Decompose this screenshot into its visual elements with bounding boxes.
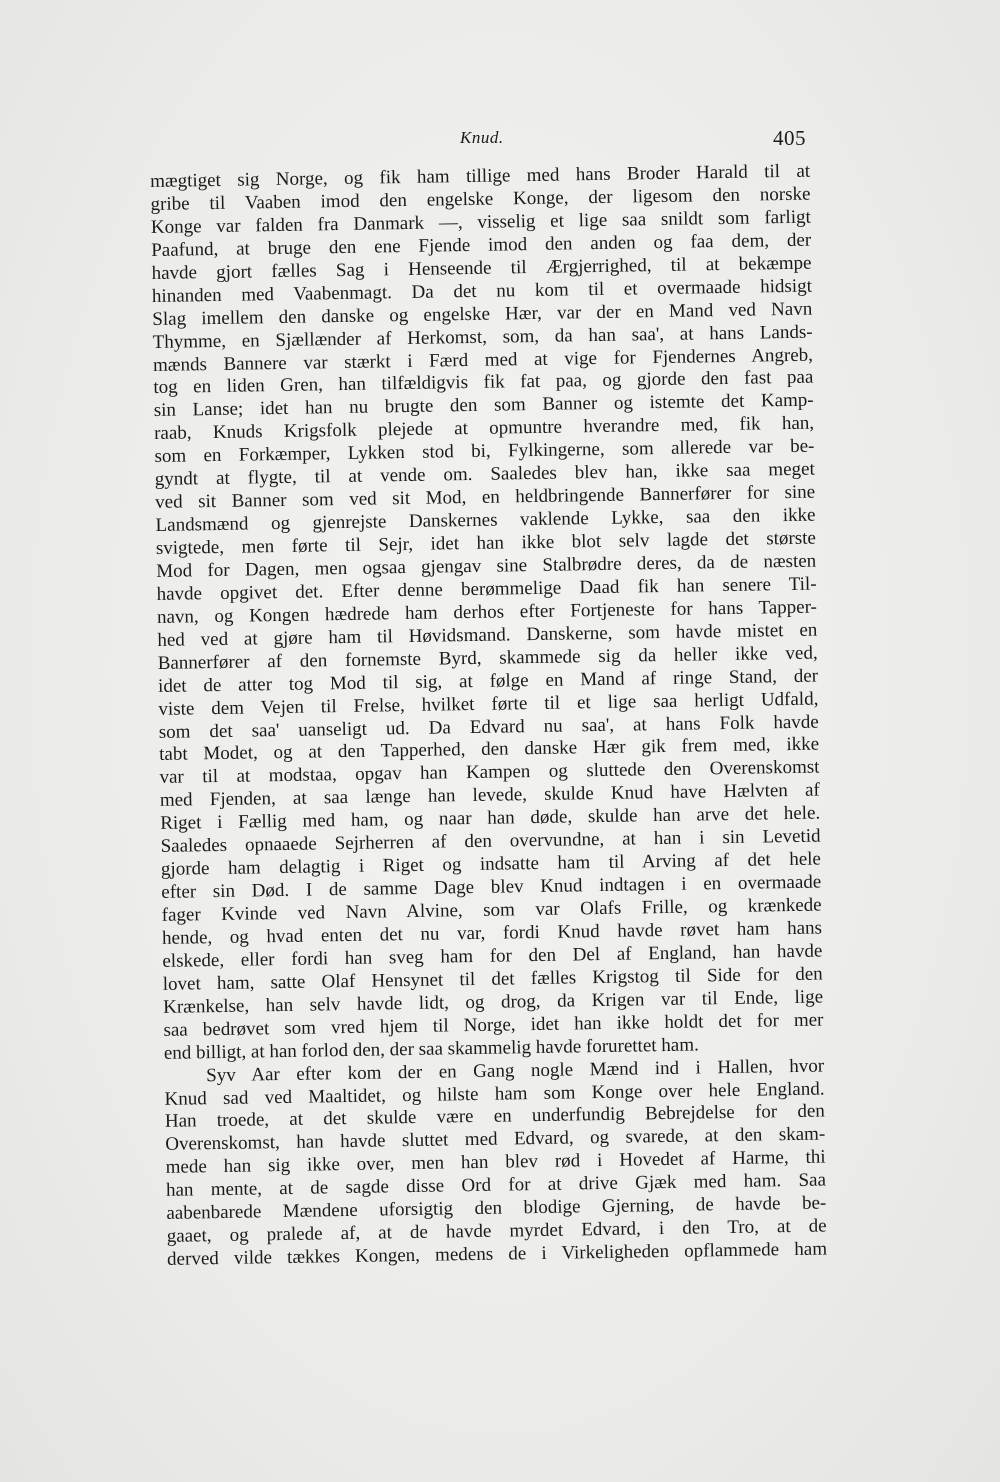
text-line: med Fjenden, at saa længe han levede, skulde Knud have Hælvten af (159, 779, 820, 812)
text-line: mænds Bannere var stærkt i Færd med at vige for Fjendernes Angreb, (152, 344, 814, 376)
text-line: som en Forkæmper, Lykken stod bi, Fylkingerne, som allerede var be- (154, 435, 815, 468)
text-line: svigtede, men førte til Sejr, idet han ikke blot selv lagde det største (155, 527, 817, 559)
text-line: som det saa' uanseligt ud. Da Edvard nu saa', at hans Folk havde (158, 711, 819, 743)
text-line: mægtiget sig Norge, og fik ham tillige med hans Broder Harald til at (150, 160, 811, 192)
text-line: viste dem Vejen til Frelse, hvilket førte til et lige saa herligt Udfald, (158, 688, 819, 720)
text-line: han mente, at de sagde disse Ord for at drive Gjæk med ham. Saa (165, 1169, 827, 1202)
text-line: Saaledes opnaaede Sejrherren af den overvundne, at han i sin Levetid (160, 825, 821, 858)
running-header (150, 126, 810, 156)
text-line: hende, og hvad enten det nu var, fordi Knud havde røvet ham hans (161, 917, 823, 949)
text-line: end billigt, at han forlod den, der saa skammelig havde forurettet ham. (163, 1034, 699, 1064)
text-line: gjorde ham delagtig i Riget og indsatte ham til Arving af det hele (160, 848, 822, 881)
text-line: havde gjort fælles Sag i Henseende til Ærgjerrighed, til at bekæmpe (151, 252, 812, 284)
text-line: Syv Aar efter kom der en Gang nogle Mænd ind i Hallen, hvor (206, 1055, 825, 1086)
text-line: tog en liden Gren, han tilfældigvis fik fat paa, og gjorde den fast paa (153, 367, 814, 399)
text-line: Thymme, en Sjællænder af Herkomst, som, da han saa', at hans Lands- (152, 321, 813, 353)
text-line: tabt Modet, og at den Tapperhed, den danske Hær gik frem med, ikke (159, 733, 820, 766)
text-line: havde opgivet det. Efter denne berømmelige Daad fik han senere Til- (156, 573, 817, 605)
text-line: Slag imellem den danske og engelske Hær, var der en Mand ved Navn (152, 298, 813, 330)
text-line: hinanden med Vaabenmagt. Da det nu kom til et overmaade hidsigt (151, 275, 813, 307)
text-line: Krænkelse, han selv havde lidt, og drog, da Krigen var til Ende, lige (162, 986, 824, 1018)
body-text (150, 161, 827, 1272)
text-line: var til at modstaa, opgav han Kampen og sluttede den Overenskomst (159, 756, 820, 789)
text-line: elskede, eller fordi han sveg ham for den Del af England, han havde (162, 940, 823, 972)
page-number: 405 (773, 126, 806, 150)
text-line: idet de atter tog Mod til sig, at følge en Mand af ringe Stand, der (157, 665, 819, 697)
running-title: Knud. (460, 128, 504, 147)
text-line: ved sit Banner som ved sit Mod, en heldbringende Bannerfører for sine (155, 481, 816, 514)
text-line: saa bedrøvet som vred hjem til Norge, idet han ikke holdt det for mer (163, 1009, 824, 1041)
text-line: gribe til Vaaben imod den engelske Konge, der ligesom den norske (150, 183, 811, 215)
text-line: sin Lanse; idet han nu brugte den som Banner og istemte det Kamp- (153, 389, 814, 422)
text-line: Paafund, at bruge den ene Fjende imod den anden og faa dem, der (151, 229, 812, 261)
text-line: Bannerfører af den fornemste Byrd, skammede sig da heller ikke ved, (157, 642, 818, 674)
text-line: Landsmænd og gjenrejste Danskernes vaklende Lykke, saa den ikke (155, 504, 816, 537)
text-line: Han troede, at det skulde være en underfundig Bebrejdelse for den (164, 1100, 826, 1133)
text-line: Riget i Fællig med ham, og naar han døde, skulde han arve det hele. (160, 802, 821, 835)
text-line: Overenskomst, han havde sluttet med Edvard, og svarede, at den skam- (165, 1123, 826, 1156)
text-line: raab, Knuds Krigsfolk plejede at opmuntre hverandre med, fik han, (153, 412, 815, 445)
text-line: navn, og Kongen hædrede ham derhos efter Fortjeneste for hans Tapper- (156, 596, 818, 628)
text-line: Mod for Dagen, men ogsaa gjengav sine Stalbrødre deres, da de næsten (156, 550, 817, 582)
text-line: efter sin Død. I de samme Dage blev Knud indtagen i en overmaade (161, 871, 822, 903)
text-line: Konge var falden fra Danmark —, visselig et lige saa snildt som farligt (150, 206, 811, 238)
text-line: gaaet, og pralede af, at de havde myrdet Edvard, i den Tro, at de (166, 1215, 827, 1247)
text-line: aabenbarede Mændene uforsigtig den blodige Gjerning, de havde be- (166, 1192, 827, 1225)
text-line: fager Kvinde ved Navn Alvine, som var Olafs Frille, og krænkede (161, 894, 822, 926)
text-line: Knud sad ved Maaltidet, og hilste ham som Konge over hele England. (164, 1078, 825, 1110)
text-line: lovet ham, satte Olaf Hensynet til det fælles Krigstog til Side for den (162, 963, 823, 995)
text-line: derved vilde tækkes Kongen, medens de i Virkeligheden opflammede ham (166, 1238, 828, 1270)
text-line: mede han sig ikke over, men han blev rød i Hovedet af Harme, thi (165, 1146, 826, 1179)
text-line: hed ved at gjøre ham til Høvidsmand. Danskerne, som havde mistet en (157, 619, 818, 651)
text-line: gyndt at flygte, til at vende om. Saaledes blev han, ikke saa meget (154, 458, 815, 491)
